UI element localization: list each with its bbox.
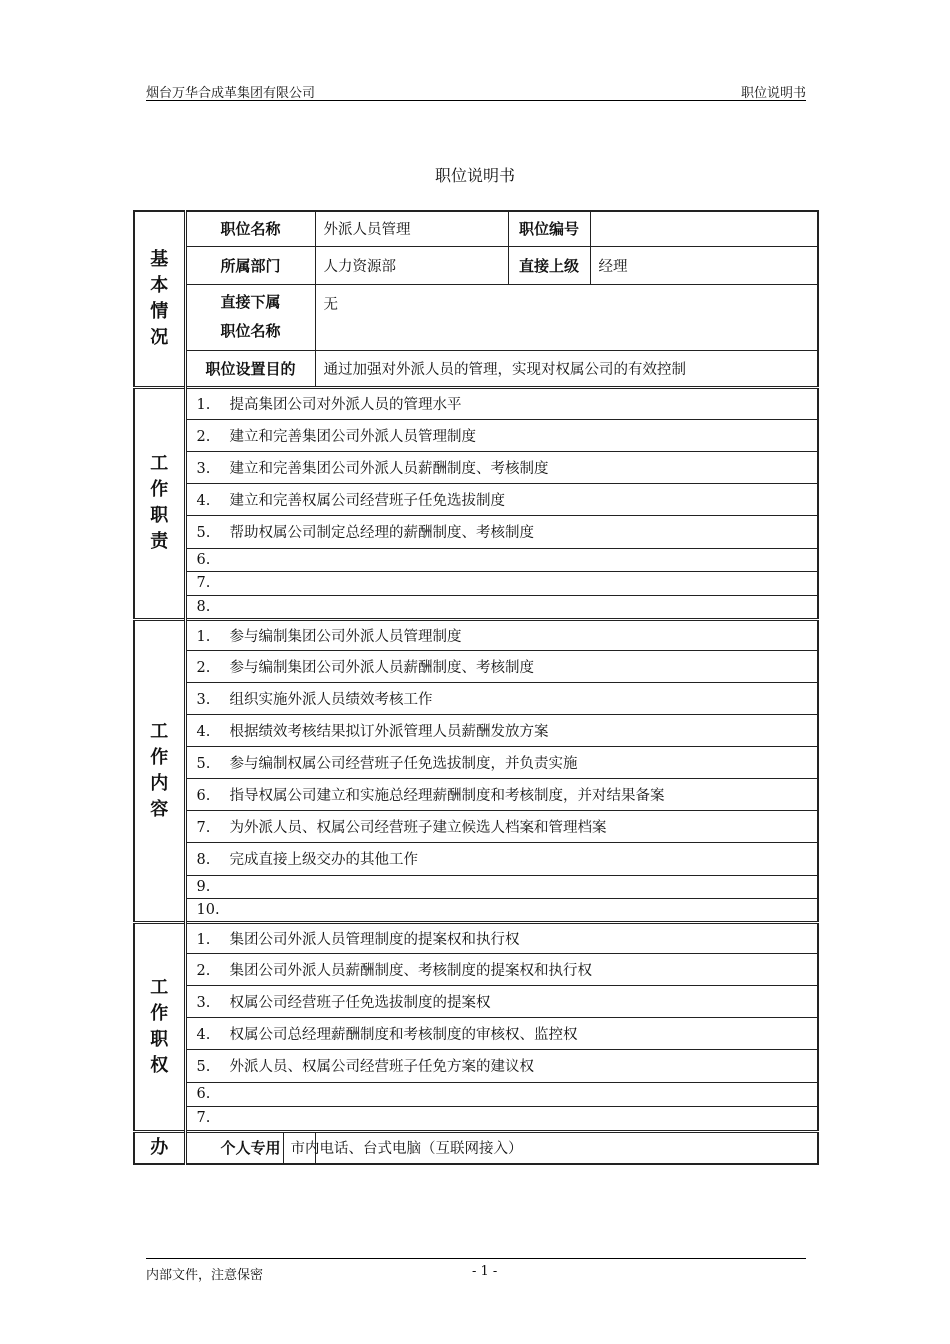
content-item: 9. — [185, 875, 818, 898]
duty-item: 6. — [185, 548, 818, 571]
duty-item: 8. — [185, 595, 818, 619]
duty-item: 7. — [185, 571, 818, 595]
section-office: 办 — [134, 1131, 185, 1164]
superior-label: 直接上级 — [508, 246, 590, 284]
content-item: 10. — [185, 898, 818, 922]
authority-item: 4. 权属公司总经理薪酬制度和考核制度的审核权、监控权 — [185, 1017, 818, 1049]
duty-item: 3. 建立和完善集团公司外派人员薪酬制度、考核制度 — [185, 451, 818, 483]
content-item: 7. 为外派人员、权属公司经营班子建立候选人档案和管理档案 — [185, 810, 818, 842]
duty-item: 1. 提高集团公司对外派人员的管理水平 — [185, 387, 818, 419]
duty-item: 2. 建立和完善集团公司外派人员管理制度 — [185, 419, 818, 451]
duty-item: 5. 帮助权属公司制定总经理的薪酬制度、考核制度 — [185, 515, 818, 548]
content-item: 2. 参与编制集团公司外派人员薪酬制度、考核制度 — [185, 650, 818, 682]
page-footer — [146, 1258, 806, 1283]
authority-item: 7. — [185, 1106, 818, 1131]
authority-item: 5. 外派人员、权属公司经营班子任免方案的建议权 — [185, 1049, 818, 1082]
content-item: 4. 根据绩效考核结果拟订外派管理人员薪酬发放方案 — [185, 714, 818, 746]
superior-value: 经理 — [590, 246, 818, 284]
content-item: 8. 完成直接上级交办的其他工作 — [185, 842, 818, 875]
section-basic: 基本情况 — [134, 211, 185, 387]
position-code-value — [590, 211, 818, 246]
content-item: 6. 指导权属公司建立和实施总经理薪酬制度和考核制度，并对结果备案 — [185, 778, 818, 810]
department-value: 人力资源部 — [315, 246, 508, 284]
section-duties: 工作职责 — [134, 387, 185, 619]
purpose-value: 通过加强对外派人员的管理，实现对权属公司的有效控制 — [315, 350, 818, 387]
section-authority: 工作职权 — [134, 922, 185, 1131]
page-title: 职位说明书 — [434, 166, 515, 185]
position-name-value: 外派人员管理 — [315, 211, 508, 246]
personal-use-label: 个人专用 — [185, 1131, 315, 1164]
section-content: 工作内容 — [134, 619, 185, 922]
authority-item: 1. 集团公司外派人员管理制度的提案权和执行权 — [185, 922, 818, 953]
content-item: 5. 参与编制权属公司经营班子任免选拔制度，并负责实施 — [185, 746, 818, 778]
company-name: 烟台万华合成革集团有限公司 — [146, 86, 316, 101]
page-header — [146, 82, 806, 101]
position-name-label: 职位名称 — [185, 211, 315, 246]
subordinate-label: 直接下属 职位名称 — [185, 284, 315, 350]
subordinate-value: 无 — [315, 284, 818, 350]
position-code-label: 职位编号 — [508, 211, 590, 246]
purpose-label: 职位设置目的 — [185, 350, 315, 387]
authority-item: 2. 集团公司外派人员薪酬制度、考核制度的提案权和执行权 — [185, 953, 818, 985]
authority-item: 6. — [185, 1082, 818, 1106]
authority-item: 3. 权属公司经营班子任免选拔制度的提案权 — [185, 985, 818, 1017]
page-number: - 1 - — [472, 1264, 498, 1279]
personal-use-value: 市内电话、台式电脑（互联网接入） — [315, 1131, 818, 1164]
job-description-table — [133, 210, 819, 1165]
content-item: 3. 组织实施外派人员绩效考核工作 — [185, 682, 818, 714]
content-item: 1. 参与编制集团公司外派人员管理制度 — [185, 619, 818, 650]
duty-item: 4. 建立和完善权属公司经营班子任免选拔制度 — [185, 483, 818, 515]
department-label: 所属部门 — [185, 246, 315, 284]
header-doc-type: 职位说明书 — [740, 86, 806, 101]
footer-note: 内部文件，注意保密 — [146, 1268, 264, 1283]
